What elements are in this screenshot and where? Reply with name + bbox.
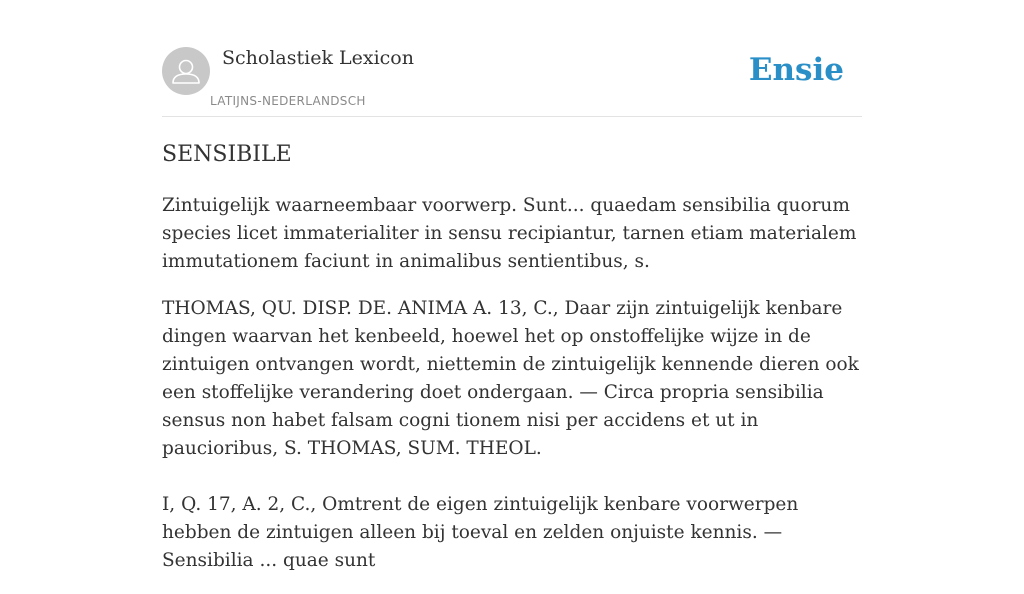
entry-paragraph: Zintuigelijk waarneembaar voorwerp. Sunt... quaedam sensibilia quorum species licet immaterialiter in sensu recipiantur, tarnen etiam materialem immutationem faciunt in animalibus sentientibus, s. — [162, 195, 857, 272]
entry-body — [162, 192, 862, 594]
entry-paragraph: THOMAS, QU. DISP. DE. ANIMA A. 13, C., Daar zijn zintuigelijk kenbare dingen waarvan het kenbeeld, hoewel het op onstoffelijke wijze in de zintuigen ontvangen wordt, niettemin de zintuigelijk kennende dieren ook een stoffelijke verandering doet ondergaan. — Circa propria sensibilia sensus non habet falsam cogni tionem nisi per accidens et ut in paucioribus, S. THOMAS, SUM. THEOL. — [162, 298, 859, 459]
source-subtitle: LATIJNS-NEDERLANDSCH — [210, 94, 366, 108]
source-header — [162, 46, 862, 117]
source-title[interactable]: Scholastiek Lexicon — [222, 47, 414, 69]
brand-logo[interactable]: Ensie — [748, 52, 844, 88]
user-icon — [162, 47, 210, 95]
entry-title: SENSIBILE — [162, 142, 292, 167]
avatar[interactable] — [162, 47, 210, 95]
entry-paragraph: I, Q. 17, A. 2, C., Omtrent de eigen zintuigelijk kenbare voorwerpen hebben de zintuigen alleen bij toeval en zelden onjuiste kennis. — Sensibilia ... quae sunt — [162, 494, 799, 571]
